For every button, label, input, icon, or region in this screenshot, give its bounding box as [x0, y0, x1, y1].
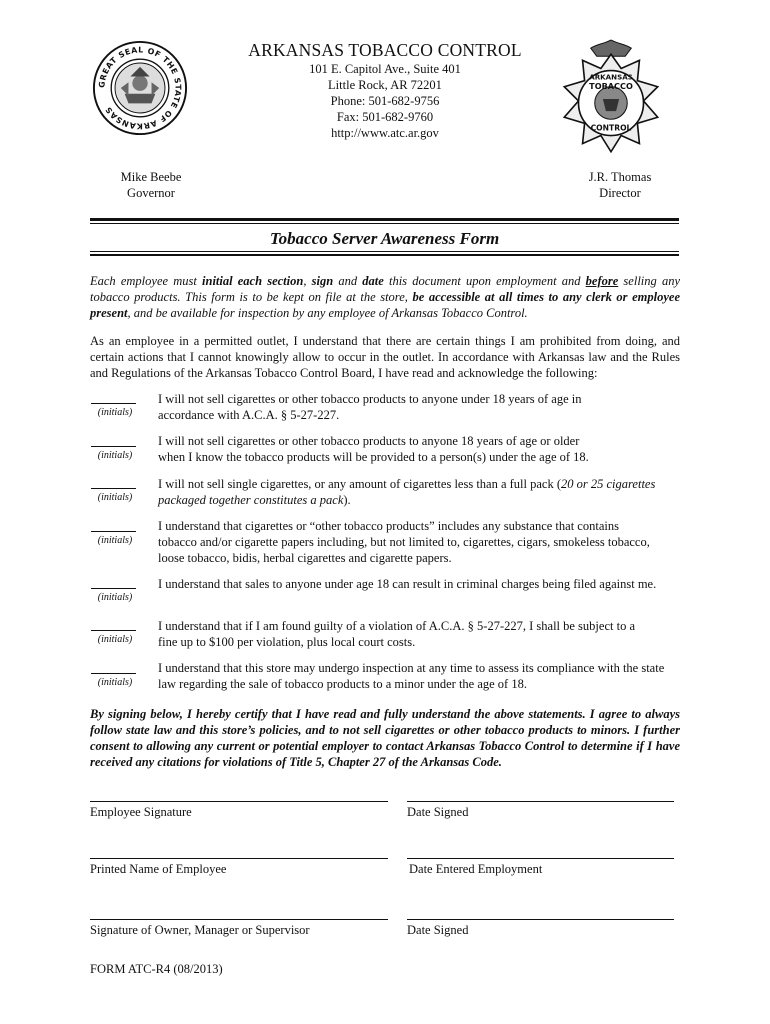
acknowledgement-item: I understand that sales to anyone under age 18 can result in criminal charges being filed against me.: [158, 577, 657, 591]
certification-statement: By signing below, I hereby certify that I have read and fully understand the above statements. I agree to always follow state law and this store’s policies, and to not sell cigarettes or other tobacco products to minors. I further consent to allowing any current or potential employer to contact Arkansas Tobacco Control to determine if I have received any citations for violations of Title 5, Chapter 27 of the Arkansas Code.: [90, 707, 680, 769]
initials-label: (initials): [97, 634, 133, 645]
header-rule-thin: [90, 223, 679, 224]
state-seal: [92, 40, 188, 136]
title-rule-top: [90, 251, 679, 252]
initials-field[interactable]: [91, 446, 136, 447]
date-entered-line[interactable]: [407, 858, 674, 859]
printed-name-line[interactable]: [90, 858, 388, 859]
acknowledgement-item: I understand that this store may undergo inspection at any time to assess its compliance with the state law regarding the sale of tobacco products to a minor under the age of 18.: [158, 661, 665, 691]
initials-field[interactable]: [91, 630, 136, 631]
initials-label: (initials): [97, 535, 133, 546]
governor-block: [96, 169, 206, 201]
initials-field[interactable]: [91, 488, 136, 489]
fax-line: Fax: 501-682-9760: [336, 110, 434, 124]
svg-text:TOBACCO: TOBACCO: [589, 80, 633, 91]
acknowledgement-item: I will not sell cigarettes or other tobacco products to anyone under 18 years of age in accordance with A.C.A. § 5-27-227.: [158, 392, 582, 422]
date-entered-label: Date Entered Employment: [409, 862, 543, 876]
initials-label: (initials): [97, 407, 133, 418]
initials-field[interactable]: [91, 673, 136, 674]
governor-title: Governor: [127, 186, 175, 200]
initials-label: (initials): [97, 592, 133, 603]
director-block: [560, 169, 680, 201]
date-signed-label: Date Signed: [407, 923, 469, 937]
owner-signature-label: Signature of Owner, Manager or Supervisor: [90, 923, 310, 937]
website-link[interactable]: http://www.atc.ar.gov: [331, 126, 439, 140]
svg-text:ARKANSAS: ARKANSAS: [589, 72, 633, 82]
employee-signature-line[interactable]: [90, 801, 388, 802]
svg-text:GREAT SEAL OF THE STATE OF ARK: GREAT SEAL OF THE STATE OF ARKANSAS: [97, 45, 183, 131]
phone-line: Phone: 501-682-9756: [330, 94, 440, 108]
acknowledgement-item: I will not sell single cigarettes, or any amount of cigarettes less than a full pack (20 or 25 cigarettes packaged together constitutes a pack).: [158, 477, 656, 507]
initials-label: (initials): [97, 492, 133, 503]
acknowledgement-item: I understand that cigarettes or “other tobacco products” includes any substance that contains tobacco and/or cigarette papers including, but not limited to, cigarettes, cigars, smokeless tobacco, loose tobacco, bidis, herbal cigarettes and cigarette papers.: [158, 519, 650, 565]
printed-name-label: Printed Name of Employee: [90, 862, 227, 876]
title-rule-bottom: [90, 254, 679, 256]
director-name: J.R. Thomas: [588, 170, 652, 184]
acknowledgement-item: I understand that if I am found guilty of a violation of A.C.A. § 5-27-227, I shall be subject to a fine up to $100 per violation, plus local court costs.: [158, 619, 635, 649]
form-title: Tobacco Server Awareness Form: [269, 229, 500, 248]
address-line: 101 E. Capitol Ave., Suite 401: [309, 62, 461, 76]
owner-signature-line[interactable]: [90, 919, 388, 920]
acknowledgement-item: I will not sell cigarettes or other tobacco products to anyone 18 years of age or older when I know the tobacco products will be provided to a person(s) under the age of 18.: [158, 434, 589, 464]
director-title: Director: [599, 186, 641, 200]
initials-field[interactable]: [91, 403, 136, 404]
header-rule-thick: [90, 218, 679, 221]
form-number: FORM ATC-R4 (08/2013): [90, 962, 223, 976]
date-signed-line[interactable]: [407, 801, 674, 802]
organization-name: ARKANSAS TOBACCO CONTROL: [248, 40, 522, 60]
governor-name: Mike Beebe: [120, 170, 182, 184]
initials-label: (initials): [97, 450, 133, 461]
date-signed-label: Date Signed: [407, 805, 469, 819]
employee-signature-label: Employee Signature: [90, 805, 192, 819]
initials-label: (initials): [97, 677, 133, 688]
svg-text:CONTROL: CONTROL: [590, 123, 632, 133]
intro-paragraph: Each employee must initial each section, sign and date this document upon employment and before selling any tobacco products. This form is to be kept on file at the store, be accessible at all times to any clerk or employee present, and be available for inspection by any employee of Arkansas Tobacco Control.: [90, 274, 681, 320]
date-signed-line[interactable]: [407, 919, 674, 920]
address-line: Little Rock, AR 72201: [328, 78, 442, 92]
initials-field[interactable]: [91, 588, 136, 589]
initials-field[interactable]: [91, 531, 136, 532]
lead-paragraph: As an employee in a permitted outlet, I understand that there are certain things I am prohibited from doing, and certain actions that I cannot knowingly allow to occur in the outlet. In accordance with Arkansas law and the Rules and Regulations of the Arkansas Tobacco Control Board, I have read and acknowledge the following:: [90, 334, 680, 380]
